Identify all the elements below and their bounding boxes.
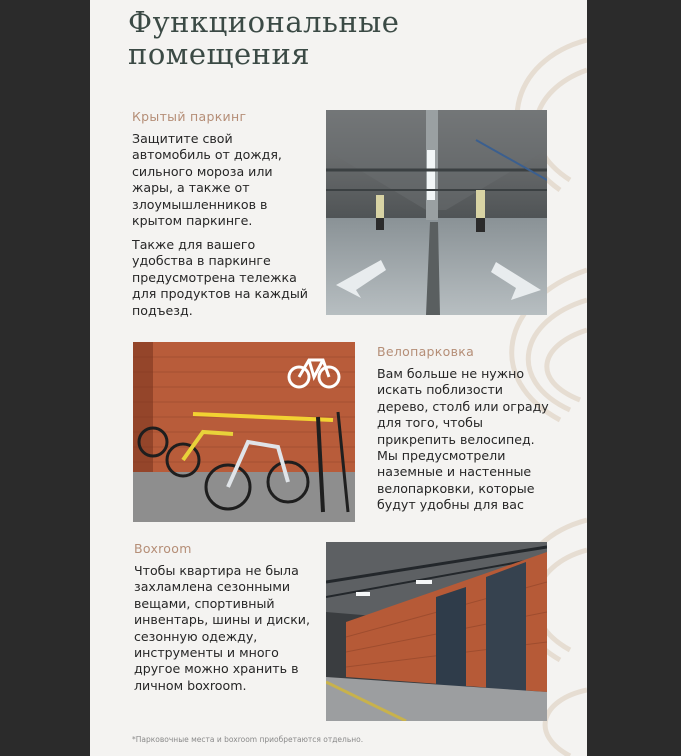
- boxroom-photo: [326, 542, 547, 721]
- parking-paragraph-2: Также для вашего удобства в паркинге предусмотрена тележка для продуктов на каждый подъезд.: [132, 237, 308, 318]
- parking-heading: Крытый паркинг: [132, 109, 247, 124]
- brochure-page: [90, 0, 587, 756]
- boxroom-heading: Boxroom: [134, 541, 192, 556]
- page-title: [128, 6, 399, 70]
- parking-photo: [326, 110, 547, 315]
- title-line-1: Функциональные: [128, 5, 400, 39]
- bike-heading: Велопарковка: [377, 344, 475, 359]
- bike-parking-photo: [133, 342, 355, 522]
- title-line-2: помещения: [128, 37, 311, 71]
- boxroom-paragraph: Чтобы квартира не была захламлена сезонными вещами, спортивный инвентарь, шины и диски, сезонную одежду, инструменты и много другое можно хранить в личном boxroom.: [134, 563, 310, 693]
- footnote: *Парковочные места и boxroom приобретаются отдельно.: [132, 735, 364, 744]
- parking-paragraph-1: Защитите свой автомобиль от дождя, сильного мороза или жары, а также от злоумышленников в крытом паркинге.: [132, 131, 282, 229]
- bike-paragraph: Вам больше не нужно искать поблизости дерево, столб или ограду для того, чтобы прикрепить велосипед. Мы предусмотрели наземные и настенные велопарковки, которые будут удобны для вас: [377, 366, 549, 513]
